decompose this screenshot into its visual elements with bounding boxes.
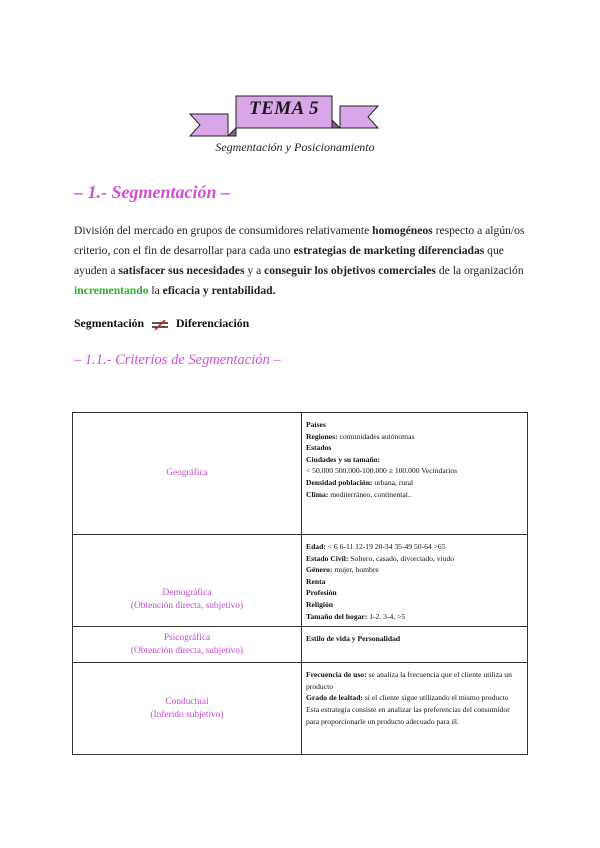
criteria-detail: Frecuencia de uso: se analiza la frecuencia que el cliente utiliza un producto Grado de lealtad: si el cliente sigue utilizando el mismo producto Esta estrategia consiste en analizar las preferencias del consumidor para proporcionarle un producto adecuado para él. — [302, 663, 528, 755]
not-equal-icon — [151, 319, 169, 329]
criteria-label: Demográfica (Obtención directa, subjetivo) — [73, 535, 302, 627]
page-subtitle: Segmentación y Posicionamiento — [215, 140, 375, 154]
definition-paragraph: División del mercado en grupos de consumidores relativamente homogéneos respecto a algún/os criterio, con el fin de desarrollar para cada uno estrategias de marketing diferenciadas que ayuden a satisfacer sus necesidades y a conseguir los objetivos comerciales de la organización incrementando la eficacia y rentabilidad. — [74, 224, 525, 297]
table-row — [73, 627, 528, 663]
table-row — [73, 413, 528, 535]
section-heading-segmentacion: – 1.- Segmentación – — [74, 182, 230, 202]
criteria-label: Conductual (Inferido subjetivo) — [73, 663, 302, 755]
criteria-detail: Países Regiones: comunidades autónomas Estados Ciudades y su tamaño: < 50.000 500.000-100.000 ≥ 100.000 Vecindarios Densidad población: urbana, rural Clima: mediterráneo, continental.. — [302, 413, 528, 535]
criteria-detail: Estilo de vida y Personalidad — [302, 627, 528, 663]
criteria-table — [72, 412, 528, 755]
criteria-label: Psicográfica (Obtención directa, subjetivo) — [73, 627, 302, 663]
table-row — [73, 663, 528, 755]
section-heading-criterios: – 1.1.- Criterios de Segmentación – — [74, 352, 281, 368]
criteria-detail: Edad: < 6 6-11 12-19 20-34 35-49 50-64 >65 Estado Civil: Soltero, casado, divorciado, viudo Género: mujer, hombre Renta Profesión Religión Tamaño del hogar: 1-2. 3-4, >5 — [302, 535, 528, 627]
segmentation-vs-differentiation: Segmentación Diferenciación — [74, 316, 250, 330]
page-title: TEMA 5 — [248, 98, 320, 119]
criteria-label: Geográfica — [73, 413, 302, 535]
table-row — [73, 535, 528, 627]
